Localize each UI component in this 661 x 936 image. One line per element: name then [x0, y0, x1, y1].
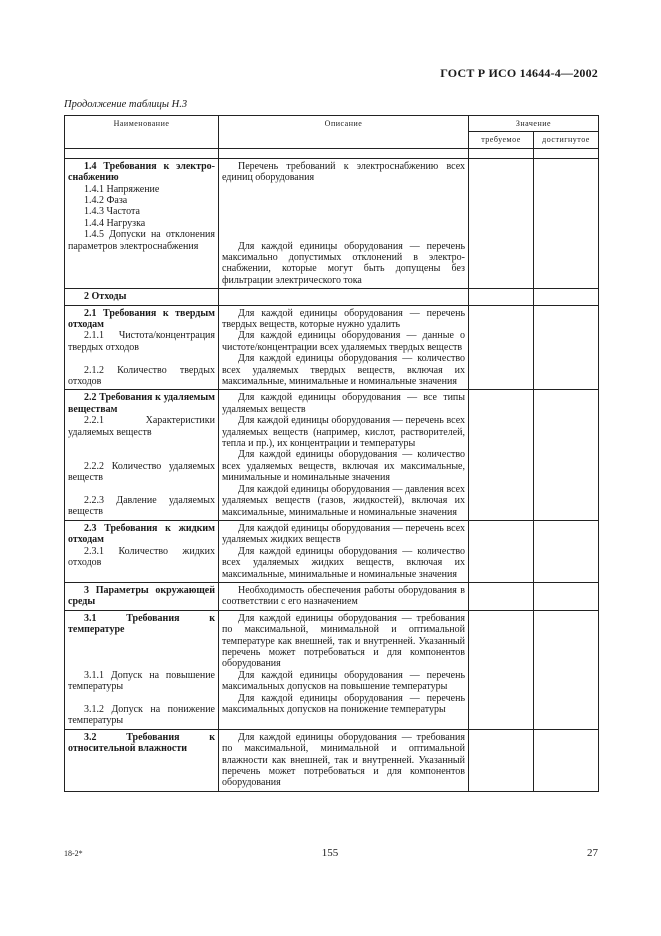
- subsection-title: 3.1.1 Допуск на повышение температуры: [68, 669, 215, 693]
- required-value-cell: [469, 289, 534, 305]
- achieved-value-cell: [534, 610, 599, 729]
- subsection-title: 3.1.2 Допуск на понижение температуры: [68, 703, 215, 727]
- table-continuation-caption: Продолжение таблицы Н.3: [64, 99, 188, 110]
- section-title: 1.4 Требования к электро-снабжению: [68, 160, 215, 184]
- description-paragraph: Для каждой единицы оборудования — данные о чистоте/концентрации всех удаляемых твердых веществ: [222, 330, 465, 353]
- subsection-title: 2.2.1 Характеристики удаляемых веществ: [68, 415, 215, 438]
- row-name-cell: [65, 729, 219, 791]
- subsection-title: 2.1.1 Чистота/концентрация твердых отходов: [68, 330, 215, 353]
- table-row: [65, 305, 599, 390]
- description-paragraph: Для каждой единицы оборудования — перечень максимально допустимых отклонений в электро-снабжении, которые могут быть допущены без фильтрации электрического тока: [222, 240, 465, 286]
- header-required: требуемое: [469, 132, 534, 148]
- description-paragraph: Для каждой единицы оборудования — перечень максимальных допусков на повышение температуры: [222, 669, 465, 693]
- description-paragraph: Для каждой единицы оборудования — перечень максимальных допусков на понижение температуры: [222, 692, 465, 716]
- subsection-title: 2.1.2 Количество твердых отходов: [68, 364, 215, 388]
- description-paragraph: Для каждой единицы оборудования — перечень всех удаляемых жидких веществ: [222, 522, 465, 546]
- row-name-cell: [65, 610, 219, 729]
- page-number-center: 155: [321, 847, 339, 859]
- page-number-right: 27: [587, 847, 598, 859]
- description-paragraph: Для каждой единицы оборудования — количество всех удаляемых веществ, включая их максимальные, минимальные и номинальные значения: [222, 449, 465, 484]
- header-value: Значение: [469, 116, 599, 132]
- achieved-value-cell: [534, 158, 599, 288]
- achieved-value-cell: [534, 305, 599, 390]
- section-title: 2.3 Требования к жидким отходам: [68, 522, 215, 546]
- subsection-title: 1.4.1 Напряжение: [84, 183, 160, 195]
- description-paragraph: Для каждой единицы оборудования — требования по максимальной, минимальной и оптимальной температуре как внешней, так и внутренней. Указанный перечень может потребоваться и для компонентов оборудования: [222, 612, 465, 670]
- row-description-cell: [219, 729, 469, 791]
- subsection-title: 2.2.2 Количество удаляемых веществ: [68, 460, 215, 484]
- row-name-cell: [65, 520, 219, 582]
- subsection-title: 1.4.5 Допуски на отклонения параметров электроснабжения: [68, 229, 215, 252]
- row-description-cell: [219, 520, 469, 582]
- section-title: 3 Параметры окружающей среды: [68, 584, 215, 608]
- table-row: [65, 729, 599, 791]
- header-achieved: достигнутое: [534, 132, 599, 148]
- table-body: [65, 158, 599, 791]
- row-name-cell: [65, 158, 219, 288]
- row-description-cell: [219, 158, 469, 288]
- subsection-title: 2.3.1 Количество жидких отходов: [68, 545, 215, 569]
- achieved-value-cell: [534, 289, 599, 305]
- row-description-cell: [219, 289, 469, 305]
- required-value-cell: [469, 158, 534, 288]
- row-name-cell: [65, 390, 219, 520]
- row-description-cell: [219, 305, 469, 390]
- description-paragraph: Необходимость обеспечения работы оборудования в соответствии с его назначением: [222, 584, 465, 608]
- row-description-cell: [219, 390, 469, 520]
- required-value-cell: [469, 390, 534, 520]
- required-value-cell: [469, 610, 534, 729]
- description-paragraph: Перечень требований к электроснабжению всех единиц оборудования: [222, 160, 465, 184]
- requirements-table: [64, 115, 599, 792]
- row-description-cell: [219, 610, 469, 729]
- header-name: Наименование: [65, 116, 219, 149]
- table-row: [65, 520, 599, 582]
- table-row: [65, 610, 599, 729]
- description-paragraph: Для каждой единицы оборудования — количество всех удаляемых твердых веществ, включая их максимальные, минимальные и номинальные значения: [222, 353, 465, 388]
- required-value-cell: [469, 582, 534, 610]
- subsection-title: 2.2.3 Давление удаляемых веществ: [68, 495, 215, 518]
- standard-code: ГОСТ Р ИСО 14644-4—2002: [440, 66, 598, 80]
- required-value-cell: [469, 729, 534, 791]
- section-title: 2.1 Требования к твердым отходам: [68, 307, 215, 331]
- description-paragraph: Для каждой единицы оборудования — перечень всех удаляемых веществ (например, кислот, растворителей, тепла и пр.), их концентрации и температуры: [222, 415, 465, 450]
- section-title: 3.1 Требования к температуре: [68, 612, 215, 636]
- subsection-title: 1.4.3 Частота: [84, 206, 140, 218]
- description-paragraph: Для каждой единицы оборудования — все типы удаляемых веществ: [222, 392, 465, 415]
- section-title: 2.2 Требования к удаляемым веществам: [68, 392, 215, 415]
- achieved-value-cell: [534, 520, 599, 582]
- sheet-mark: 18-2*: [64, 849, 83, 858]
- description-paragraph: Для каждой единицы оборудования — требования по максимальной, минимальной и оптимальной влажности как внешней, так и внутренней. Указанный перечень может потребоваться и для компонентов оборудования: [222, 731, 465, 789]
- achieved-value-cell: [534, 390, 599, 520]
- header-description: Описание: [219, 116, 469, 149]
- required-value-cell: [469, 305, 534, 390]
- achieved-value-cell: [534, 729, 599, 791]
- table-row: [65, 158, 599, 288]
- row-name-cell: [65, 582, 219, 610]
- description-paragraph: Для каждой единицы оборудования — количество всех удаляемых жидких веществ, включая их максимальные, минимальные и номинальные значения: [222, 545, 465, 580]
- table-row: [65, 582, 599, 610]
- description-paragraph: Для каждой единицы оборудования — давления всех удаляемых веществ (газов, жидкостей), включая их максимальные, минимальные и номинальные значения: [222, 483, 465, 518]
- row-name-cell: [65, 289, 219, 305]
- subsection-title: 1.4.4 Нагрузка: [84, 217, 146, 229]
- table-row: [65, 289, 599, 305]
- description-paragraph: Для каждой единицы оборудования — перечень твердых веществ, которые нужно удалить: [222, 307, 465, 331]
- achieved-value-cell: [534, 582, 599, 610]
- required-value-cell: [469, 520, 534, 582]
- row-description-cell: [219, 582, 469, 610]
- section-title: 2 Отходы: [84, 291, 127, 303]
- row-name-cell: [65, 305, 219, 390]
- subsection-title: 1.4.2 Фаза: [84, 195, 128, 207]
- section-title: 3.2 Требования к относительной влажности: [68, 731, 215, 755]
- table-row: [65, 390, 599, 520]
